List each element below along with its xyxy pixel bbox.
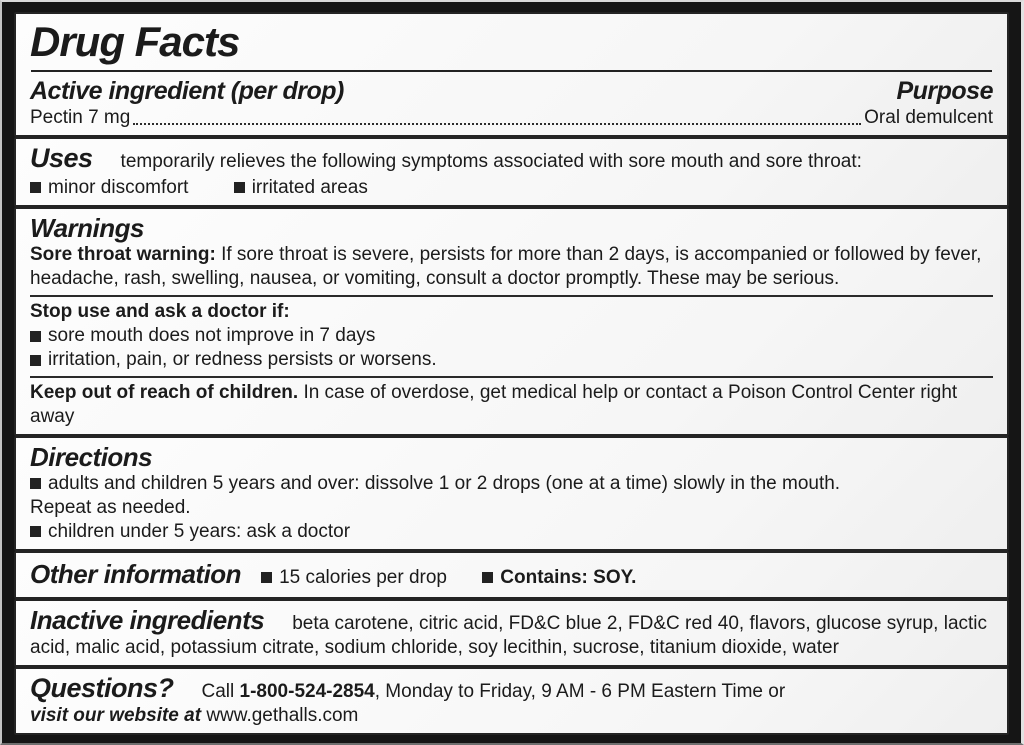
keep-out-label: Keep out of reach of children. xyxy=(30,382,299,403)
uses-bullet-1: minor discomfort xyxy=(48,177,189,198)
questions-call-prefix: Call xyxy=(201,681,235,702)
questions-call-suffix: , Monday to Friday, 9 AM - 6 PM Eastern Time or xyxy=(374,681,786,702)
drug-facts-title: Drug Facts xyxy=(30,18,240,65)
bullet-square-icon xyxy=(30,526,41,537)
bullet-square-icon xyxy=(261,572,272,583)
uses-line xyxy=(30,143,993,174)
sore-throat-warning xyxy=(30,243,993,291)
stop-use-bullet-1: sore mouth does not improve in 7 days xyxy=(48,325,376,346)
website-label: visit our website at xyxy=(30,705,202,726)
section-title-active-ingredient xyxy=(14,12,1009,137)
section-warnings xyxy=(14,207,1009,436)
purpose-heading: Purpose xyxy=(896,77,993,105)
uses-bullet-2: irritated areas xyxy=(251,177,368,198)
section-questions xyxy=(14,667,1009,735)
stop-use-bullet-row xyxy=(30,324,993,348)
directions-repeat-line: Repeat as needed. xyxy=(30,497,191,518)
ingredient-name: Pectin 7 mg xyxy=(30,107,131,128)
questions-heading: Questions? xyxy=(30,673,174,703)
website-url: www.gethalls.com xyxy=(206,705,359,726)
keep-out-text: In case of overdose, get medical help or contact a Poison Control Center right away xyxy=(30,382,958,427)
other-information-line xyxy=(30,559,993,590)
warnings-heading: Warnings xyxy=(30,213,144,243)
bullet-square-icon xyxy=(30,182,41,193)
bullet-square-icon xyxy=(30,478,41,489)
questions-website-line xyxy=(30,704,993,728)
stop-use-bullet-2: irritation, pain, or redness persists or worsens. xyxy=(48,349,437,370)
section-uses xyxy=(14,137,1009,207)
inactive-ingredients-heading: Inactive ingredients xyxy=(30,605,265,635)
sore-throat-warning-label: Sore throat warning: xyxy=(30,244,216,265)
sore-throat-warning-text: If sore throat is severe, persists for more than 2 days, is accompanied or followed by fever, headache, rash, swelling, nausea, or vomiting, consult a doctor promptly. These may be serious. xyxy=(30,244,982,289)
uses-text: temporarily relieves the following symptoms associated with sore mouth and sore throat: xyxy=(120,151,862,172)
ingredient-purpose: Oral demulcent xyxy=(864,107,993,128)
directions-heading: Directions xyxy=(30,442,153,472)
questions-line xyxy=(30,673,993,704)
inactive-ingredients-text: beta carotene, citric acid, FD&C blue 2, FD&C red 40, flavors, glucose syrup, lactic acid, malic acid, potassium citrate, sodium chloride, soy lecithin, sucrose, titanium dioxide, water xyxy=(30,613,988,658)
section-inactive-ingredients xyxy=(14,599,1009,667)
questions-phone-number: 1-800-524-2854 xyxy=(239,681,375,702)
active-ingredient-header-row xyxy=(30,76,993,106)
directions-bullet-1: adults and children 5 years and over: dissolve 1 or 2 drops (one at a time) slowly in the mouth. xyxy=(48,473,841,494)
title-divider xyxy=(31,70,992,72)
directions-bullet-row xyxy=(30,520,993,544)
dotted-leader xyxy=(133,123,861,125)
other-information-heading: Other information xyxy=(30,559,242,589)
warnings-divider xyxy=(30,295,993,297)
bullet-square-icon xyxy=(30,331,41,342)
bullet-square-icon xyxy=(30,355,41,366)
section-other-information xyxy=(14,551,1009,599)
active-ingredient-heading: Active ingredient (per drop) xyxy=(30,77,344,105)
keep-out-of-reach xyxy=(30,381,993,429)
other-info-bullet-2: Contains: SOY. xyxy=(500,567,637,588)
bullet-square-icon xyxy=(482,572,493,583)
bullet-square-icon xyxy=(234,182,245,193)
warnings-divider xyxy=(30,376,993,378)
stop-use-bullet-row xyxy=(30,348,993,372)
directions-bullet-row xyxy=(30,472,993,496)
inactive-ingredients-line xyxy=(30,605,993,660)
uses-heading: Uses xyxy=(30,143,93,173)
uses-bullets-row xyxy=(30,176,993,200)
section-directions xyxy=(14,436,1009,551)
stop-use-heading: Stop use and ask a doctor if: xyxy=(30,301,290,322)
ingredient-row xyxy=(30,106,993,130)
directions-bullet-2: children under 5 years: ask a doctor xyxy=(48,521,351,542)
other-info-bullet-1: 15 calories per drop xyxy=(279,567,447,588)
